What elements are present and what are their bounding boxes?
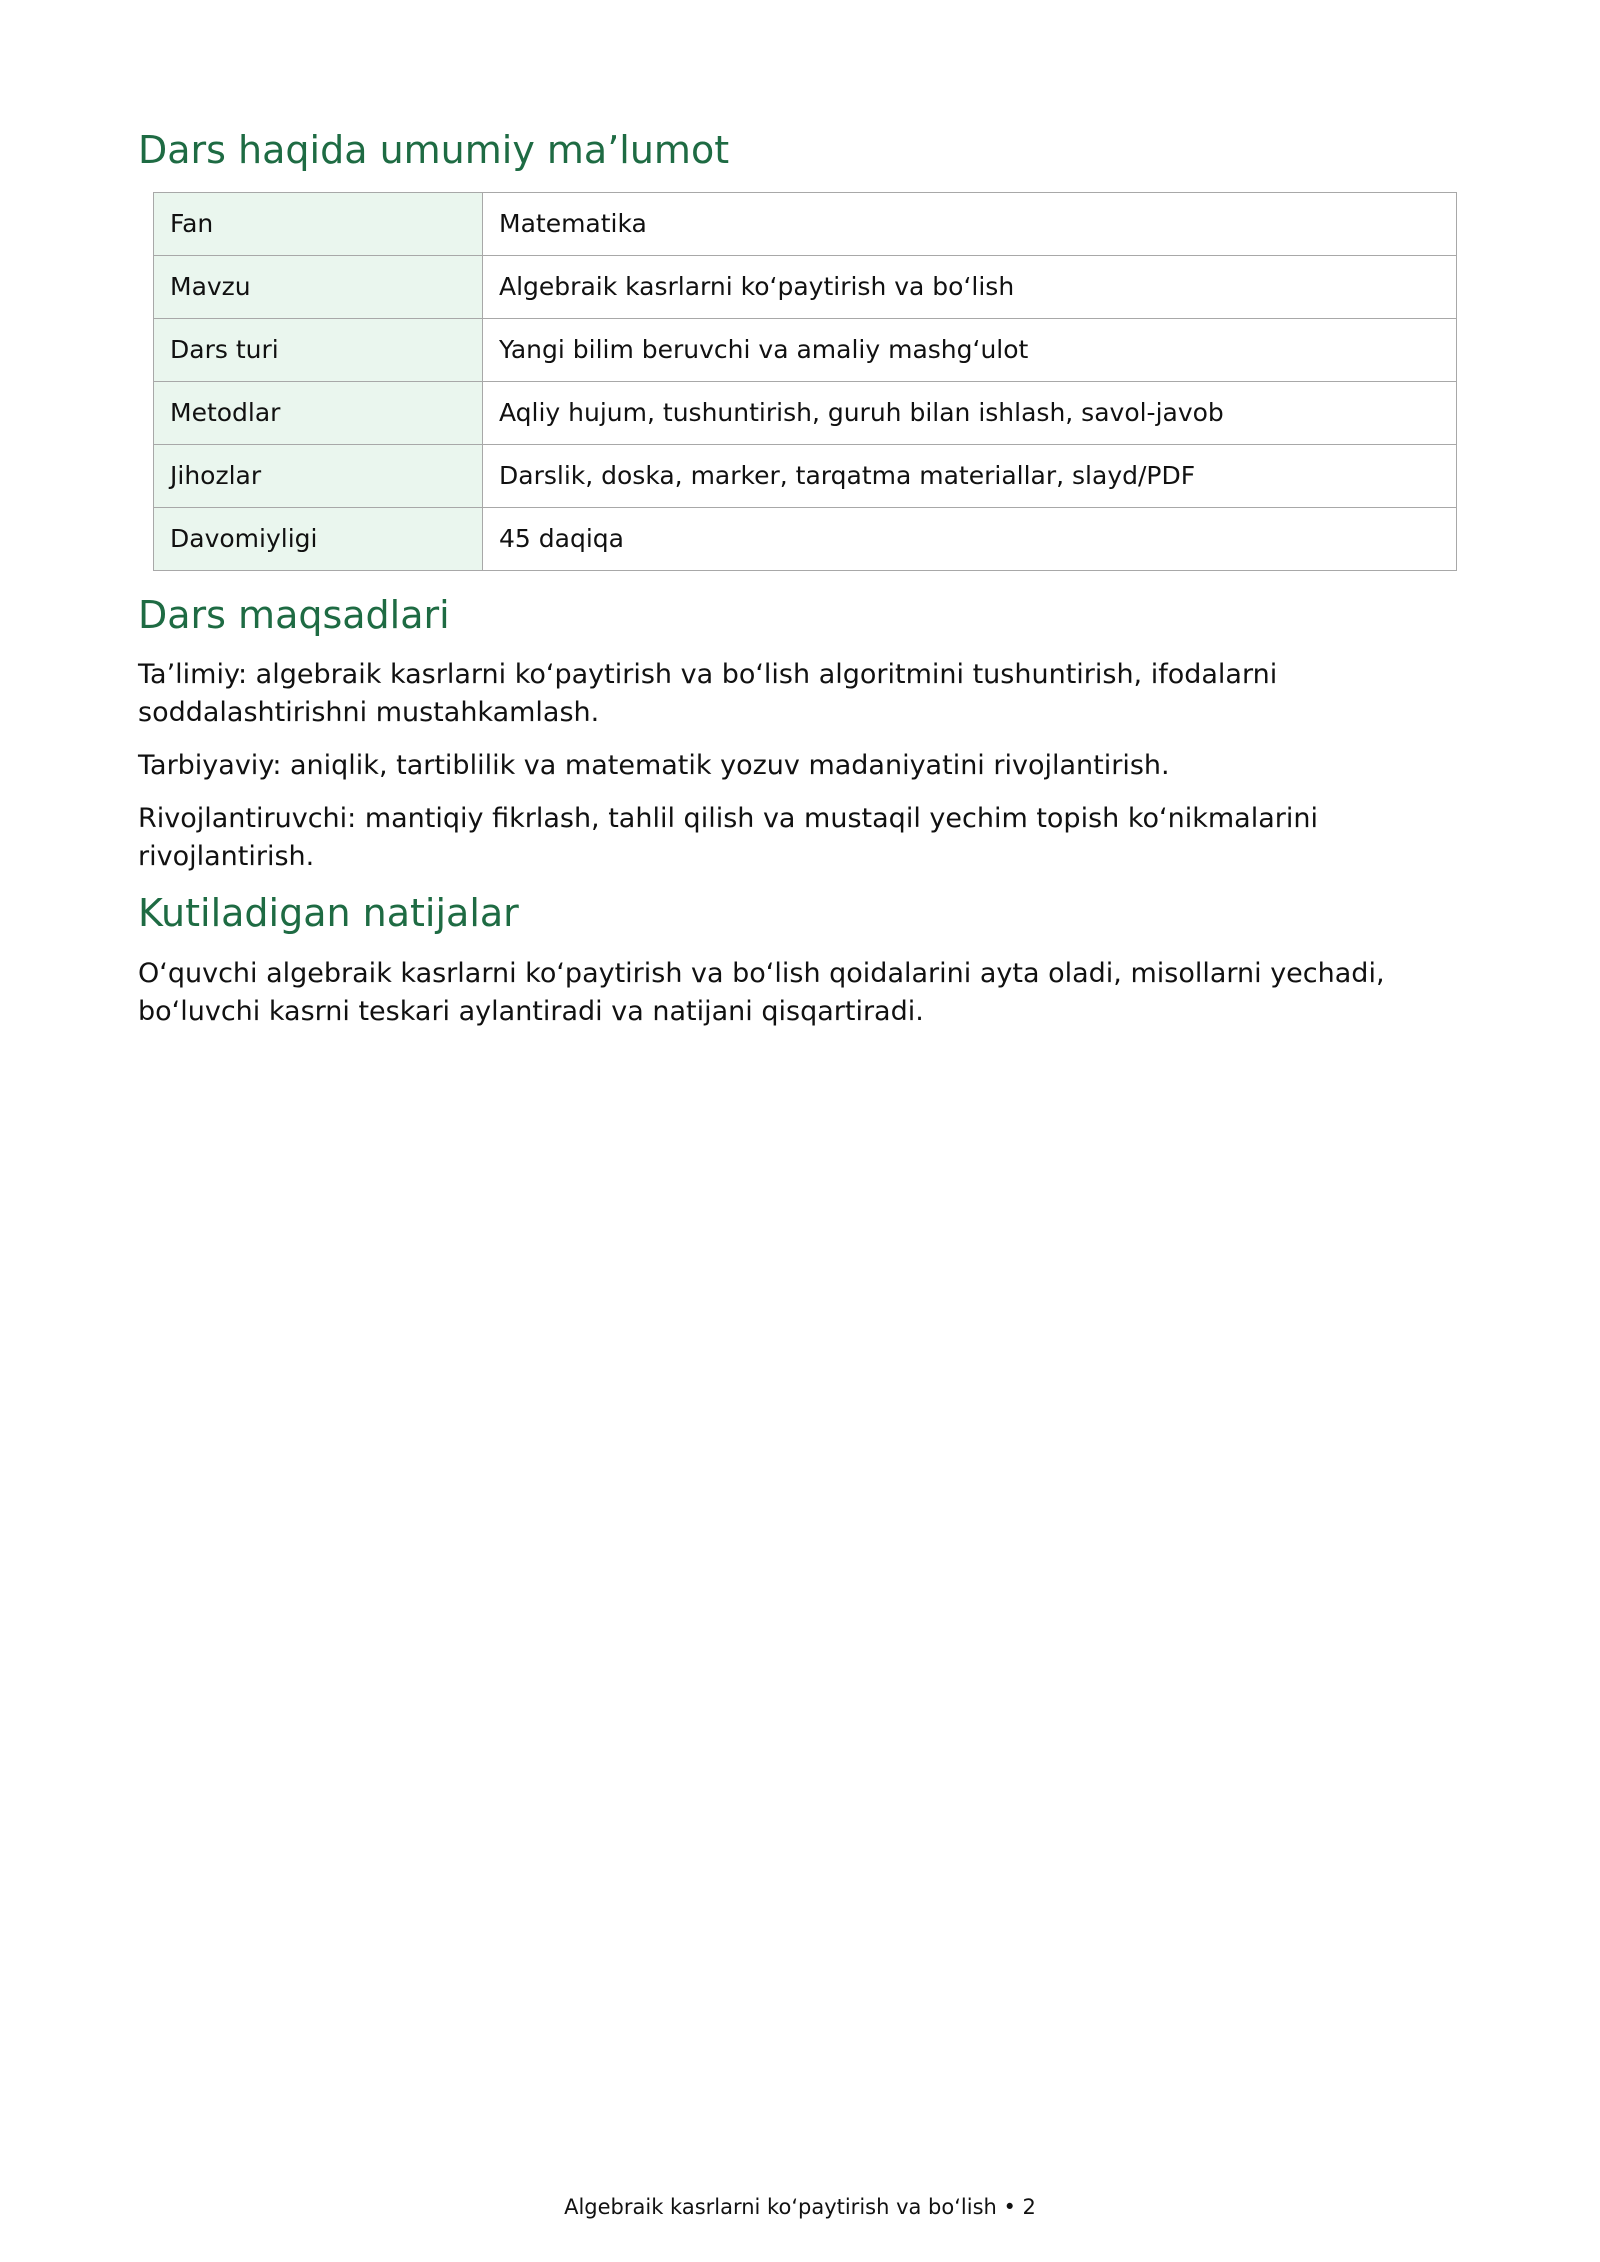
goal-upbringing: Tarbiyaviy: aniqlik, tartiblilik va matematik yozuv madaniyatini rivojlantirish. (138, 750, 1170, 782)
row-value: Matematika (483, 192, 1457, 255)
row-label: Metodlar (154, 381, 483, 444)
table-row (154, 507, 1457, 570)
table-row (154, 318, 1457, 381)
row-label: Mavzu (154, 255, 483, 318)
results-paragraph: O‘quvchi algebraik kasrlarni ko‘paytirish va bo‘lish qoidalarini ayta oladi, misollarni yechadi, bo‘luvchi kasrni teskari aylantiradi va natijani qisqartiradi. (138, 957, 1385, 1027)
row-label: Fan (154, 192, 483, 255)
row-value: Aqliy hujum, tushuntirish, guruh bilan ishlash, savol-javob (483, 381, 1457, 444)
row-value: Yangi bilim beruvchi va amaliy mashg‘ulot (483, 318, 1457, 381)
goal-educational: Ta’limiy: algebraik kasrlarni ko‘paytirish va bo‘lish algoritmini tushuntirish, ifodalarni soddalashtirishni mustahkamlash. (138, 659, 1278, 729)
row-label: Davomiyligi (154, 507, 483, 570)
table-row (154, 444, 1457, 507)
row-label: Dars turi (154, 318, 483, 381)
table-row (154, 255, 1457, 318)
goals-section (138, 593, 1463, 877)
row-value: Algebraik kasrlarni ko‘paytirish va bo‘lish (483, 255, 1457, 318)
row-label: Jihozlar (154, 444, 483, 507)
goals-heading: Dars maqsadlari (138, 592, 450, 637)
results-heading: Kutiladigan natijalar (138, 891, 519, 936)
overview-heading: Dars haqida umumiy ma’lumot (138, 128, 730, 172)
row-value: 45 daqiqa (483, 507, 1457, 570)
goal-developmental: Rivojlantiruvchi: mantiqiy fikrlash, tahlil qilish va mustaqil yechim topish ko‘nikmalarini rivojlantirish. (138, 803, 1318, 873)
table-row (154, 381, 1457, 444)
lesson-info-table (153, 192, 1457, 571)
page-footer: Algebraik kasrlarni ko‘paytirish va bo‘lish • 2 (564, 2195, 1036, 2219)
results-section (138, 891, 1463, 1031)
document-page (138, 128, 1463, 1046)
table-row (154, 192, 1457, 255)
row-value: Darslik, doska, marker, tarqatma materiallar, slayd/PDF (483, 444, 1457, 507)
